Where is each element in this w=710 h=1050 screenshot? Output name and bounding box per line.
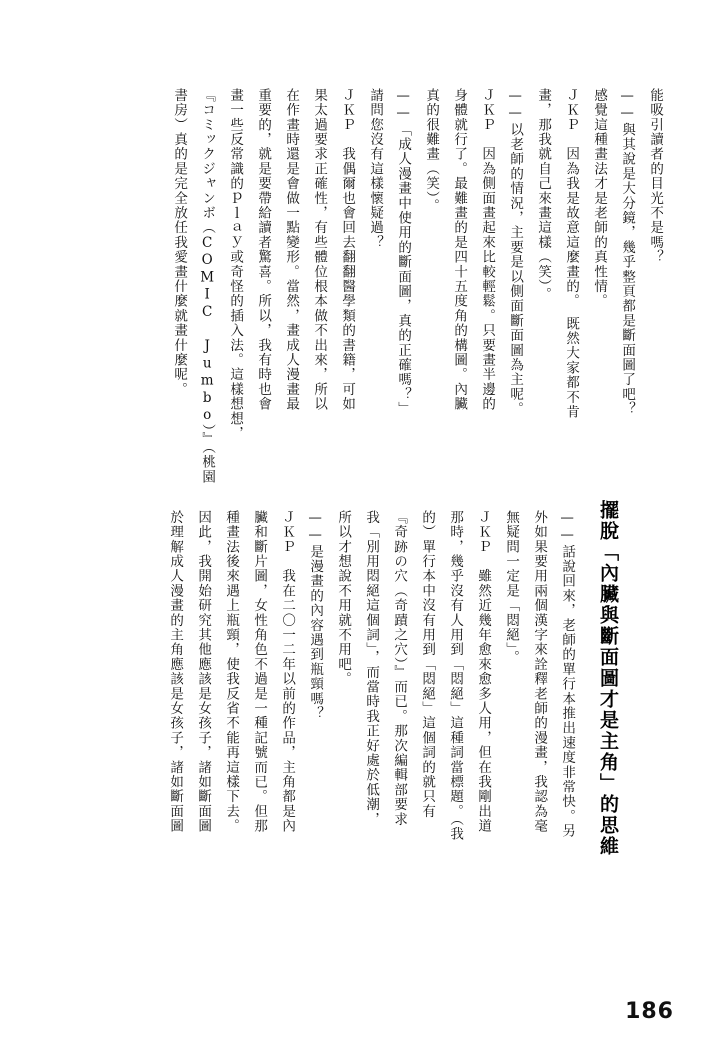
body-column: ＪＫＰ 因為側面畫起來比較輕鬆。只要畫半邊的 bbox=[479, 88, 496, 412]
body-column: 能吸引讀者的目光不是嗎？ bbox=[647, 88, 664, 265]
body-column: 『奇跡の穴（奇蹟之穴）』而已。那次編輯部要求 bbox=[391, 510, 408, 827]
body-column: 所以才想說不用就不用吧。 bbox=[335, 510, 352, 687]
body-column: 畫，那我就自己來畫這樣（笑）。 bbox=[535, 88, 552, 302]
body-column: ＪＫＰ 我偶爾也會回去翻翻醫學類的書籍，可如 bbox=[339, 88, 356, 412]
body-column: ＪＫＰ 因為我是故意這麼畫的。 既然大家都不肯 bbox=[563, 88, 580, 420]
body-column: 『コミックジャンボ（COMIC Jumbo）』（桃園 bbox=[199, 88, 216, 485]
body-column: 在作畫時還是會做一點變形。當然，畫成人漫畫最 bbox=[283, 88, 300, 412]
body-column: 臟和斷片圖，女性角色不過是一種記號而已。但那 bbox=[251, 510, 268, 834]
body-column: 書房）真的是完全放任我愛畫什麼就畫什麼呢。 bbox=[171, 88, 188, 397]
body-column: 重要的，就是要帶給讀者驚喜。所以，我有時也會 bbox=[255, 88, 272, 412]
body-column: 畫一些反常識的ｐｌａｙ或奇怪的插入法。這樣想想， bbox=[227, 88, 244, 441]
section-heading: 擺脫「內臟與斷面圖才是主角」的思維 bbox=[597, 500, 619, 857]
page-number: 186 bbox=[625, 999, 674, 1024]
body-column: ＪＫＰ 我在二〇一二年以前的作品，主角都是內 bbox=[279, 510, 296, 834]
body-column: ——是漫畫的內容遇到瓶頸嗎？ bbox=[307, 510, 324, 721]
body-column: 身體就行了。最難畫的是四十五度角的構圖。內臟 bbox=[451, 88, 468, 412]
body-column: ——「成人漫畫中使用的斷面圖，真的正確嗎？」 bbox=[395, 88, 412, 417]
body-column: 無疑問一定是「悶絕」。 bbox=[503, 510, 520, 665]
body-column: 請問您沒有這樣懷疑過？ bbox=[367, 88, 384, 250]
body-column: 於理解成人漫畫的主角應該是女孩子，諸如斷面圖 bbox=[167, 510, 184, 834]
body-column: ——以老師的情況，主要是以側面斷面圖為主呢。 bbox=[507, 88, 524, 417]
body-column: 外如果要用兩個漢字來詮釋老師的漫畫，我認為毫 bbox=[531, 510, 548, 834]
body-column: 真的很難畫（笑）。 bbox=[423, 88, 440, 214]
body-column: 因此，我開始研究其他應該是女孩子，諸如斷面圖 bbox=[195, 510, 212, 834]
body-column: 果太過要求正確性，有些體位根本做不出來，所以 bbox=[311, 88, 328, 412]
body-column: ——話說回來，老師的單行本推出速度非常快。另 bbox=[559, 510, 576, 839]
body-column: 種畫法後來遇上瓶頸，使我反省不能再這樣下去。 bbox=[223, 510, 240, 834]
body-column: 那時，幾乎沒有人用到「悶絕」這種詞當標題。（我 bbox=[447, 510, 464, 842]
body-column: ——與其說是大分鏡，幾乎整頁都是斷面圖了吧？ bbox=[619, 88, 636, 417]
body-column: 我「別用悶絕這個詞」，而當時我正好處於低潮， bbox=[363, 510, 380, 827]
body-column: 感覺這種畫法才是老師的真性情。 bbox=[591, 88, 608, 309]
body-column: 的）單行本中沒有用到「悶絕」這個詞的就只有 bbox=[419, 510, 436, 819]
body-column: ＪＫＰ 雖然近幾年愈來愈多人用，但在我剛出道 bbox=[475, 510, 492, 834]
